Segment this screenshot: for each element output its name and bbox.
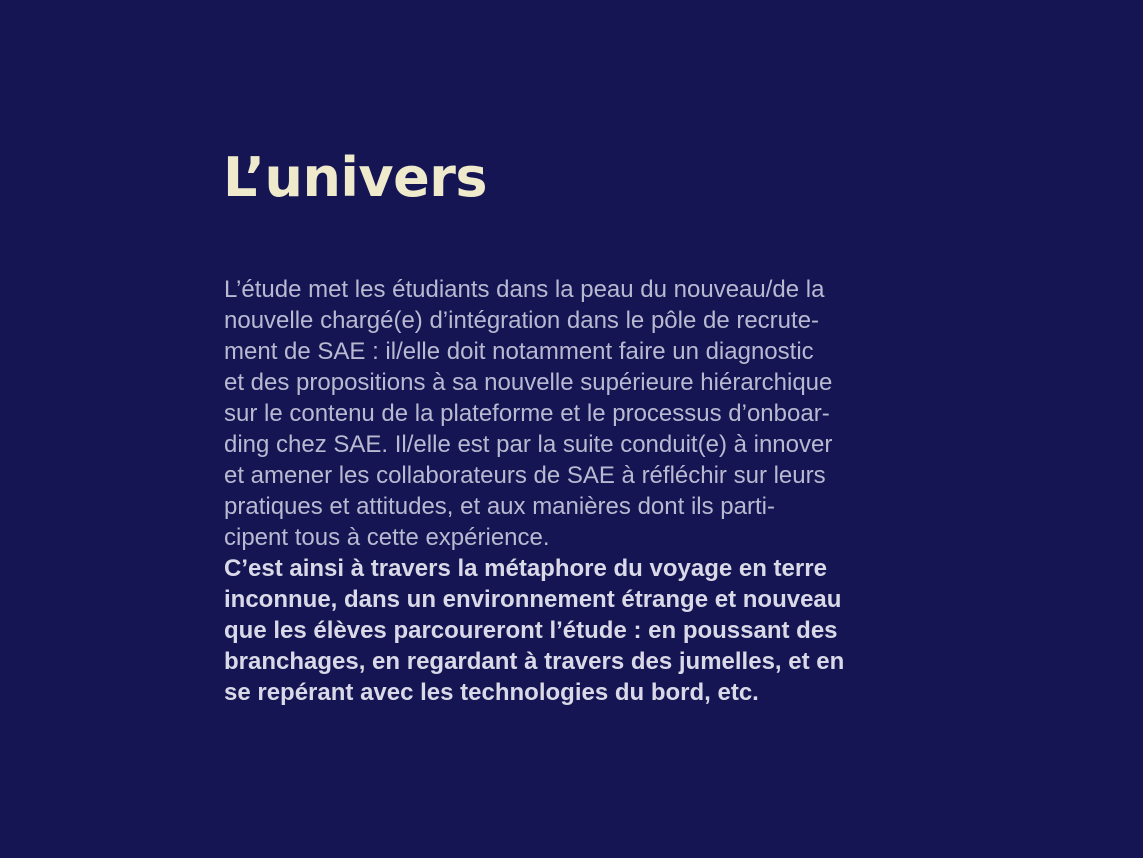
paragraph-line: cipent tous à cette expérience. <box>224 524 550 551</box>
paragraph-line: L’étude met les étudiants dans la peau du nouveau/de la <box>224 276 825 303</box>
emphasis-line: inconnue, dans un environnement étrange et nouveau <box>224 586 842 613</box>
paragraph-line: ment de SAE : il/elle doit notamment faire un diagnostic <box>224 338 814 365</box>
paragraph-line: nouvelle chargé(e) d’intégration dans le pôle de recrute- <box>224 307 820 334</box>
emphasis-line: que les élèves parcoureront l’étude : en poussant des <box>224 617 838 644</box>
emphasis-line: branchages, en regardant à travers des jumelles, et en <box>224 648 845 675</box>
emphasis-line: C’est ainsi à travers la métaphore du voyage en terre <box>224 555 827 582</box>
paragraph-line: et des propositions à sa nouvelle supérieure hiérarchique <box>224 369 833 396</box>
paragraph-line: ding chez SAE. Il/elle est par la suite conduit(e) à innover <box>224 431 833 458</box>
paragraph-line: et amener les collaborateurs de SAE à réfléchir sur leurs <box>224 462 826 489</box>
paragraph-line: sur le contenu de la plateforme et le processus d’onboar- <box>224 400 830 427</box>
slide-title: L’univers <box>223 146 487 209</box>
body-text <box>224 274 924 708</box>
emphasis-line: se repérant avec les technologies du bord, etc. <box>224 679 759 706</box>
paragraph-line: pratiques et attitudes, et aux manières dont ils parti- <box>224 493 775 520</box>
